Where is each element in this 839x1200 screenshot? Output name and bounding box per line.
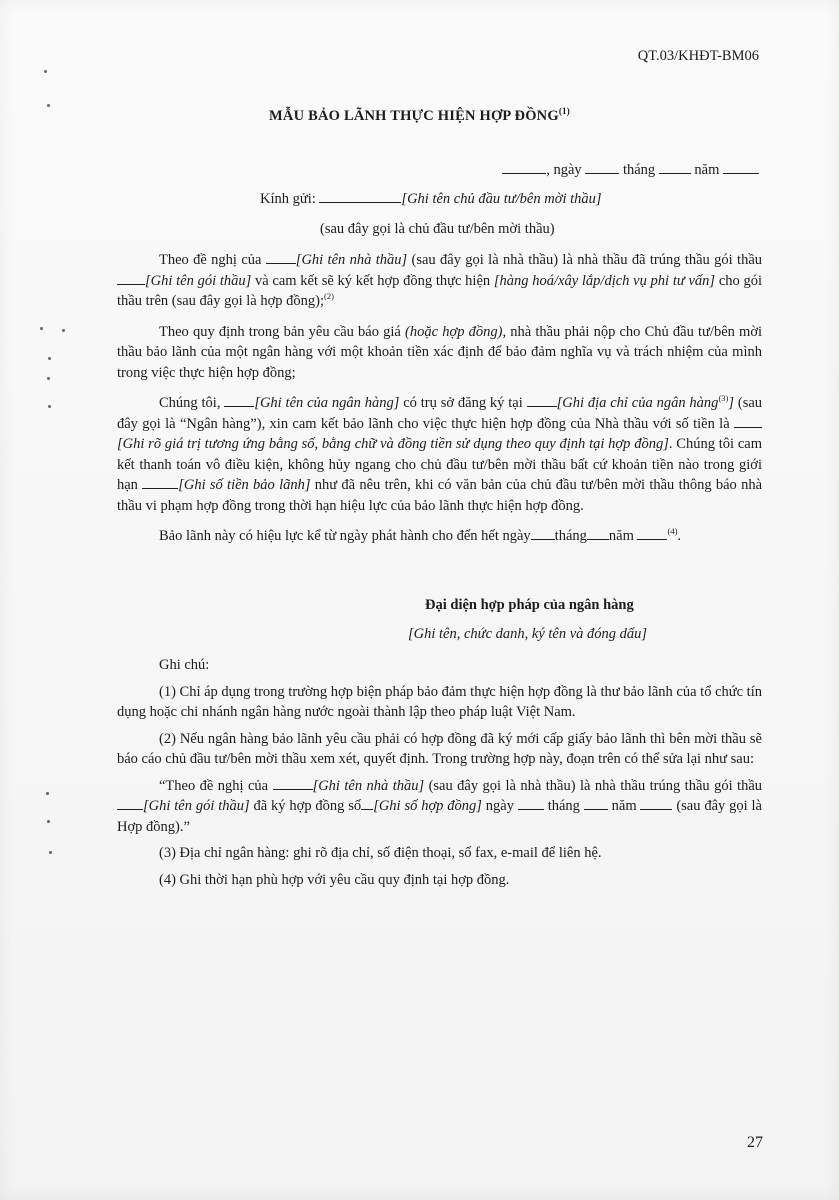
blank xyxy=(527,393,557,407)
blank xyxy=(640,796,672,810)
text-run: , nhà thầu phải nộp cho Chủ đầu tư/bên mời thầu bảo lãnh của một ngân hàng với một khoản tiền xác định để bảo đảm nghĩa vụ và trách nhiệm của mình trong việc thực hiện hợp đồng; xyxy=(117,323,763,381)
placeholder: [Ghi tên nhà thầu] xyxy=(312,777,425,794)
scan-mark xyxy=(48,405,51,408)
text-run: như đã nêu trên, khi có văn bản của chủ đầu tư/bên mời thầu thông báo nhà thầu vi phạm hợp đồng trong thời hạn hiệu lực của bảo lãnh thực hiện hợp đồng. xyxy=(117,477,763,514)
text-run: (sau đây gọi là Hợp đồng).” xyxy=(117,798,762,835)
text-run: Chúng tôi, xyxy=(159,395,221,411)
note-4: (4) Ghi thời hạn phù hợp với yêu cầu quy định tại hợp đồng. xyxy=(159,871,510,888)
text-run: năm xyxy=(608,528,634,544)
placeholder: (hoặc hợp đồng) xyxy=(405,323,503,340)
scan-mark xyxy=(47,377,50,380)
recipient-placeholder: [Ghi tên chủ đầu tư/bên mời thầu] xyxy=(401,191,602,207)
scan-mark xyxy=(47,820,50,823)
year-blank xyxy=(723,160,759,174)
text-run: năm xyxy=(611,798,637,814)
blank xyxy=(117,271,145,285)
placeholder: [Ghi tên gói thầu] xyxy=(143,798,250,814)
page-number: 27 xyxy=(747,1134,763,1151)
note-1: (1) Chỉ áp dụng trong trường hợp biện pháp bảo đảm thực hiện hợp đồng là thư bảo lãnh của tổ chức tín dụng hoặc chi nhánh ngân hàng nước ngoài thành lập theo pháp luật Việt Nam. xyxy=(117,683,762,720)
text-run: . Chúng tôi cam kết thanh toán vô điều kiện, không hủy ngang cho chủ đầu tư/bên mời thầu bất cứ khoản tiền nào trong giới hạn xyxy=(117,436,762,493)
footnote-ref: (4) xyxy=(667,526,678,537)
scan-mark xyxy=(49,851,52,854)
blank xyxy=(734,414,762,428)
paragraph-4 xyxy=(117,526,762,547)
note-3: (3) Địa chỉ ngân hàng: ghi rõ địa chỉ, số điện thoại, số fax, e-mail để liên hệ. xyxy=(159,845,602,861)
blank xyxy=(224,393,254,407)
blank xyxy=(266,250,296,264)
text-run: tháng xyxy=(547,798,580,814)
blank xyxy=(637,526,667,540)
notes-heading: Ghi chú: xyxy=(159,657,210,673)
scan-mark xyxy=(44,70,47,73)
title-footnote: (1) xyxy=(558,106,570,116)
scan-mark xyxy=(40,327,43,330)
signature-title: Đại diện hợp pháp của ngân hàng xyxy=(425,597,634,613)
signature-note: [Ghi tên, chức danh, ký tên và đóng dấu] xyxy=(408,626,648,642)
month-blank xyxy=(659,160,691,174)
blank xyxy=(273,776,313,790)
placeholder: [Ghi số hợp đồng] xyxy=(373,798,482,814)
blank xyxy=(531,526,555,540)
footnote-ref: (3) xyxy=(718,393,729,404)
placeholder: [hàng hoá/xây lắp/dịch vụ phi tư vấn] xyxy=(493,272,716,289)
placeholder: [Ghi số tiền bảo lãnh] xyxy=(178,477,311,493)
scan-mark xyxy=(48,357,51,360)
placeholder: [Ghi tên của ngân hàng] xyxy=(254,395,400,411)
paragraph-3 xyxy=(117,393,762,516)
recipient-label: Kính gửi: xyxy=(260,191,316,207)
place-blank xyxy=(502,160,546,174)
note-2-quote xyxy=(117,776,762,838)
text-run: ngày xyxy=(485,798,514,814)
document-body xyxy=(117,250,762,557)
date-nam-label: năm xyxy=(694,162,720,178)
recipient-sub: (sau đây gọi là chủ đầu tư/bên mời thầu) xyxy=(320,221,555,237)
notes-section xyxy=(117,655,762,896)
placeholder: ] xyxy=(728,395,735,411)
note-2: (2) Nếu ngân hàng bảo lãnh yêu cầu phải có hợp đồng đã ký mới cấp giấy bảo lãnh thì bên mời thầu sẽ báo cáo chủ đầu tư/bên mời thầu xem xét, quyết định. Trong trường hợp này, đoạn trên có thể sửa lại như sau: xyxy=(117,730,762,767)
placeholder: [Ghi rõ giá trị tương ứng bằng số, bằng chữ và đồng tiền sử dụng theo quy định tại hợp đồng] xyxy=(117,436,669,452)
text-run: tháng xyxy=(554,528,587,544)
text-run: và cam kết sẽ ký kết hợp đồng thực hiện xyxy=(255,272,491,289)
blank xyxy=(117,796,143,810)
blank xyxy=(587,526,609,540)
recipient-line xyxy=(260,189,602,209)
form-code: QT.03/KHĐT-BM06 xyxy=(637,48,759,64)
text-run: “Theo đề nghị của xyxy=(159,777,269,794)
scan-mark xyxy=(46,792,49,795)
text-run: Bảo lãnh này có hiệu lực kể từ ngày phát hành cho đến hết ngày xyxy=(159,528,531,544)
date-thang-label: tháng xyxy=(622,162,656,178)
placeholder: [Ghi tên nhà thầu] xyxy=(295,252,408,268)
paragraph-1 xyxy=(117,250,762,312)
blank xyxy=(142,475,178,489)
date-ngay-label: , ngày xyxy=(546,162,582,178)
text-run: đã ký hợp đồng số xyxy=(253,798,362,814)
placeholder: [Ghi tên gói thầu] xyxy=(145,272,252,289)
blank xyxy=(584,796,608,810)
text-run: Theo đề nghị của xyxy=(159,252,262,268)
scan-mark xyxy=(62,329,65,332)
footnote-ref: (2) xyxy=(324,291,334,302)
placeholder: [Ghi địa chỉ của ngân hàng xyxy=(556,395,719,411)
paragraph-2 xyxy=(117,322,762,384)
recipient-blank xyxy=(319,189,401,203)
text-run: (sau đây gọi là nhà thầu) là nhà thầu đã trúng thầu gói thầu xyxy=(411,252,763,268)
text-run: có trụ sở đăng ký tại xyxy=(403,395,523,411)
day-blank xyxy=(585,160,619,174)
blank xyxy=(361,796,373,810)
text-run: (sau đây gọi là “Ngân hàng”), xin cam kết bảo lãnh cho việc thực hiện hợp đồng của Nhà thầu với số tiền là xyxy=(117,395,763,432)
text-run: Theo quy định trong bản yêu cầu báo giá xyxy=(159,323,401,340)
document-title xyxy=(0,106,839,125)
title-text: MẪU BẢO LÃNH THỰC HIỆN HỢP ĐỒNG xyxy=(269,107,559,124)
text-run: . xyxy=(677,528,682,544)
date-line xyxy=(502,160,759,180)
text-run: cho gói thầu trên (sau đây gọi là hợp đồng); xyxy=(117,272,763,309)
blank xyxy=(518,796,544,810)
text-run: (sau đây gọi là nhà thầu) là nhà thầu trúng thầu gói thầu xyxy=(428,777,763,794)
